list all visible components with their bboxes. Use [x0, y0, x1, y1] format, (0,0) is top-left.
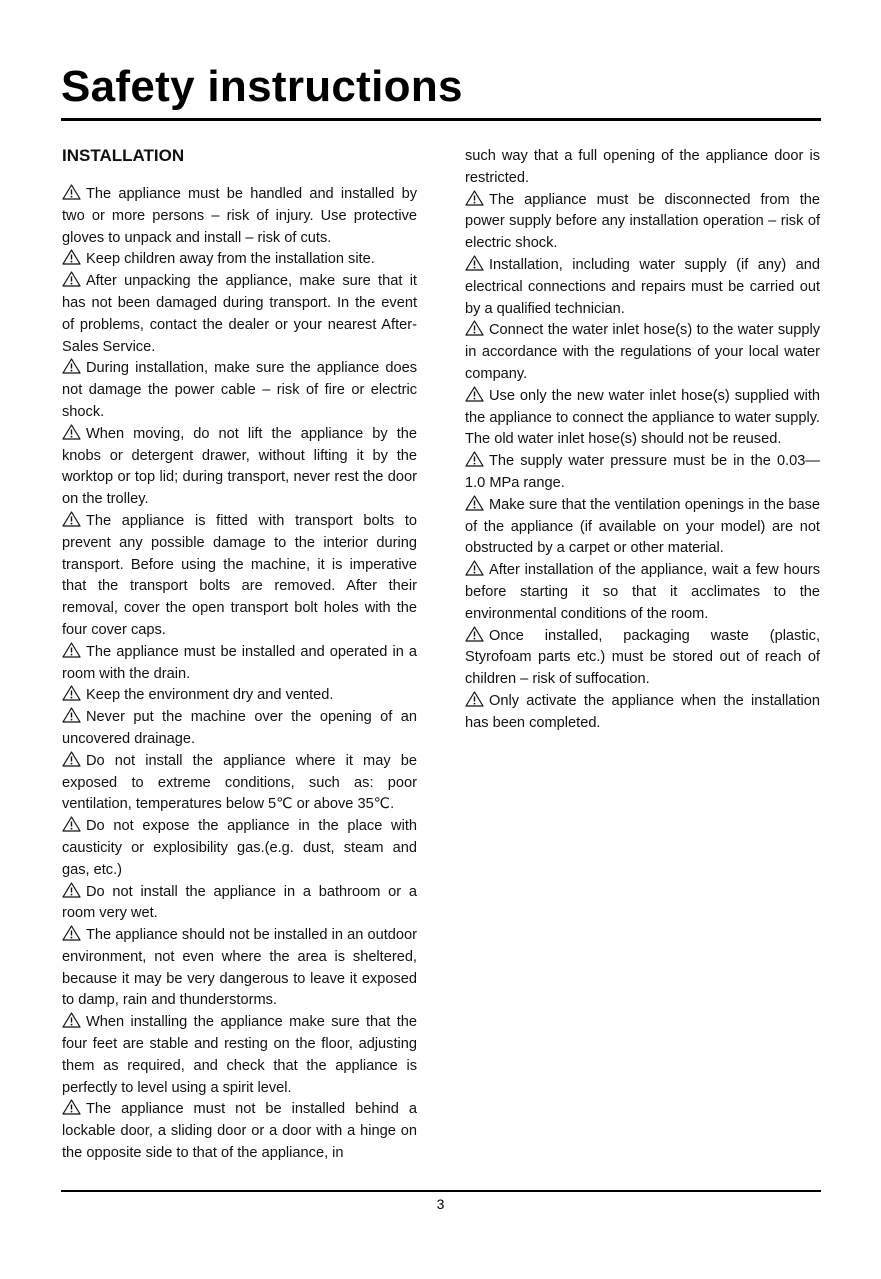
warning-triangle-icon	[465, 320, 484, 336]
safety-item-text: The appliance must be handled and installed by two or more persons – risk of injury. Use protective gloves to unpack and install – risk of cuts.	[62, 186, 417, 246]
safety-item	[465, 495, 820, 560]
safety-item-text: After unpacking the appliance, make sure that it has not been damaged during transport. In the event of problems, contact the dealer or your nearest After-Sales Service.	[62, 273, 417, 355]
title-divider	[61, 118, 821, 121]
safety-item	[62, 707, 417, 751]
safety-item-text: Do not install the appliance in a bathroom or a room very wet.	[62, 883, 417, 922]
right-item-list	[465, 190, 820, 735]
safety-item	[465, 386, 820, 451]
safety-item-text: Installation, including water supply (if any) and electrical connections and repairs must be carried out by a qualified technician.	[465, 256, 820, 317]
safety-item-text: Only activate the appliance when the installation has been completed.	[465, 692, 820, 731]
safety-item-text: When moving, do not lift the appliance by the knobs or detergent drawer, without lifting it by the worktop or top lid; during transport, never rest the door on the trolley.	[62, 425, 417, 508]
warning-triangle-icon	[62, 358, 81, 374]
page-number: 3	[436, 1196, 445, 1212]
warning-triangle-icon	[62, 882, 81, 898]
footer-divider	[61, 1190, 821, 1192]
warning-triangle-icon	[62, 816, 81, 832]
safety-item-text: Keep children away from the installation site.	[86, 251, 375, 268]
safety-item	[465, 255, 820, 320]
safety-item	[62, 816, 417, 881]
safety-item	[62, 358, 417, 423]
safety-item	[62, 1012, 417, 1099]
safety-item-text: Never put the machine over the opening of an uncovered drainage.	[62, 709, 417, 747]
safety-item-text: Make sure that the ventilation openings in the base of the appliance (if available on your model) are not obstructed by a carpet or other material.	[465, 496, 820, 557]
warning-triangle-icon	[465, 255, 484, 271]
warning-triangle-icon	[62, 424, 81, 440]
warning-triangle-icon	[62, 707, 81, 723]
safety-item	[62, 925, 417, 1012]
safety-item	[62, 424, 417, 511]
safety-item	[62, 184, 417, 249]
warning-triangle-icon	[465, 451, 484, 467]
safety-item-text: The appliance must not be installed behind a lockable door, a sliding door or a door with a hinge on the opposite side to that of the appliance, in	[62, 1101, 417, 1162]
warning-triangle-icon	[62, 184, 81, 200]
warning-triangle-icon	[465, 560, 484, 576]
safety-item-text: The appliance is fitted with transport bolts to prevent any possible damage to the interior during transport. Before using the machine, it is imperative that the transport bolts are removed. After their removal, cover the open transport bolt holes with the four cover caps.	[62, 512, 417, 638]
safety-item	[62, 642, 417, 686]
safety-item-text: Keep the environment dry and vented.	[86, 687, 334, 704]
warning-triangle-icon	[62, 1099, 81, 1115]
page-title: Safety instructions	[61, 62, 463, 111]
safety-item	[465, 560, 820, 625]
safety-item	[465, 451, 820, 495]
safety-item-text: The appliance must be disconnected from the power supply before any installation operation – risk of electric shock.	[465, 191, 820, 252]
warning-triangle-icon	[62, 511, 81, 527]
safety-item-text: Use only the new water inlet hose(s) supplied with the appliance to connect the appliance to water supply. The old water inlet hose(s) should not be reused.	[465, 387, 820, 448]
safety-item	[62, 685, 417, 707]
safety-item	[62, 249, 417, 271]
warning-triangle-icon	[62, 271, 81, 287]
safety-item-text: Do not expose the appliance in the place with causticity or explosibility gas.(e.g. dust, steam and gas, etc.)	[62, 818, 417, 878]
warning-triangle-icon	[62, 685, 81, 701]
warning-triangle-icon	[62, 1012, 81, 1028]
warning-triangle-icon	[62, 249, 81, 265]
right-column	[465, 146, 820, 735]
safety-item	[465, 691, 820, 735]
warning-triangle-icon	[62, 925, 81, 941]
warning-triangle-icon	[465, 495, 484, 511]
safety-item	[465, 190, 820, 255]
safety-item-text: The supply water pressure must be in the 0.03—1.0 MPa range.	[465, 453, 820, 491]
safety-item	[62, 271, 417, 358]
warning-triangle-icon	[62, 642, 81, 658]
warning-triangle-icon	[465, 691, 484, 707]
left-column	[62, 145, 417, 1165]
safety-item	[465, 320, 820, 385]
safety-item	[62, 751, 417, 816]
warning-triangle-icon	[465, 386, 484, 402]
warning-triangle-icon	[62, 751, 81, 767]
safety-item	[62, 1099, 417, 1164]
safety-item-text: When installing the appliance make sure that the four feet are stable and resting on the floor, adjusting them as required, and check that the appliance is perfectly to level using a spirit level.	[62, 1014, 417, 1096]
section-heading: INSTALLATION	[62, 146, 185, 165]
continued-text: such way that a full opening of the appliance door is restricted.	[465, 148, 820, 186]
safety-item-text: During installation, make sure the appliance does not damage the power cable – risk of fire or electric shock.	[62, 360, 417, 420]
safety-item-text: The appliance must be installed and operated in a room with the drain.	[62, 643, 417, 682]
left-item-list	[62, 184, 417, 1165]
safety-item-text: Do not install the appliance where it may be exposed to extreme conditions, such as: poor ventilation, temperatures below 5℃ or above 35℃.	[62, 752, 417, 813]
safety-item-text: Once installed, packaging waste (plastic, Styrofoam parts etc.) must be stored out of reach of children – risk of suffocation.	[465, 627, 820, 688]
safety-item-text: The appliance should not be installed in an outdoor environment, not even where the area is sheltered, because it may be very dangerous to leave it exposed to damp, rain and thunderstorms.	[62, 927, 417, 1009]
safety-item-text: Connect the water inlet hose(s) to the water supply in accordance with the regulations of your local water company.	[465, 322, 820, 382]
warning-triangle-icon	[465, 190, 484, 206]
warning-triangle-icon	[465, 626, 484, 642]
safety-item	[62, 882, 417, 926]
safety-item-text: After installation of the appliance, wait a few hours before starting it so that it acclimates to the environmental conditions of the room.	[465, 562, 820, 622]
safety-item	[62, 511, 417, 642]
safety-item	[465, 626, 820, 691]
